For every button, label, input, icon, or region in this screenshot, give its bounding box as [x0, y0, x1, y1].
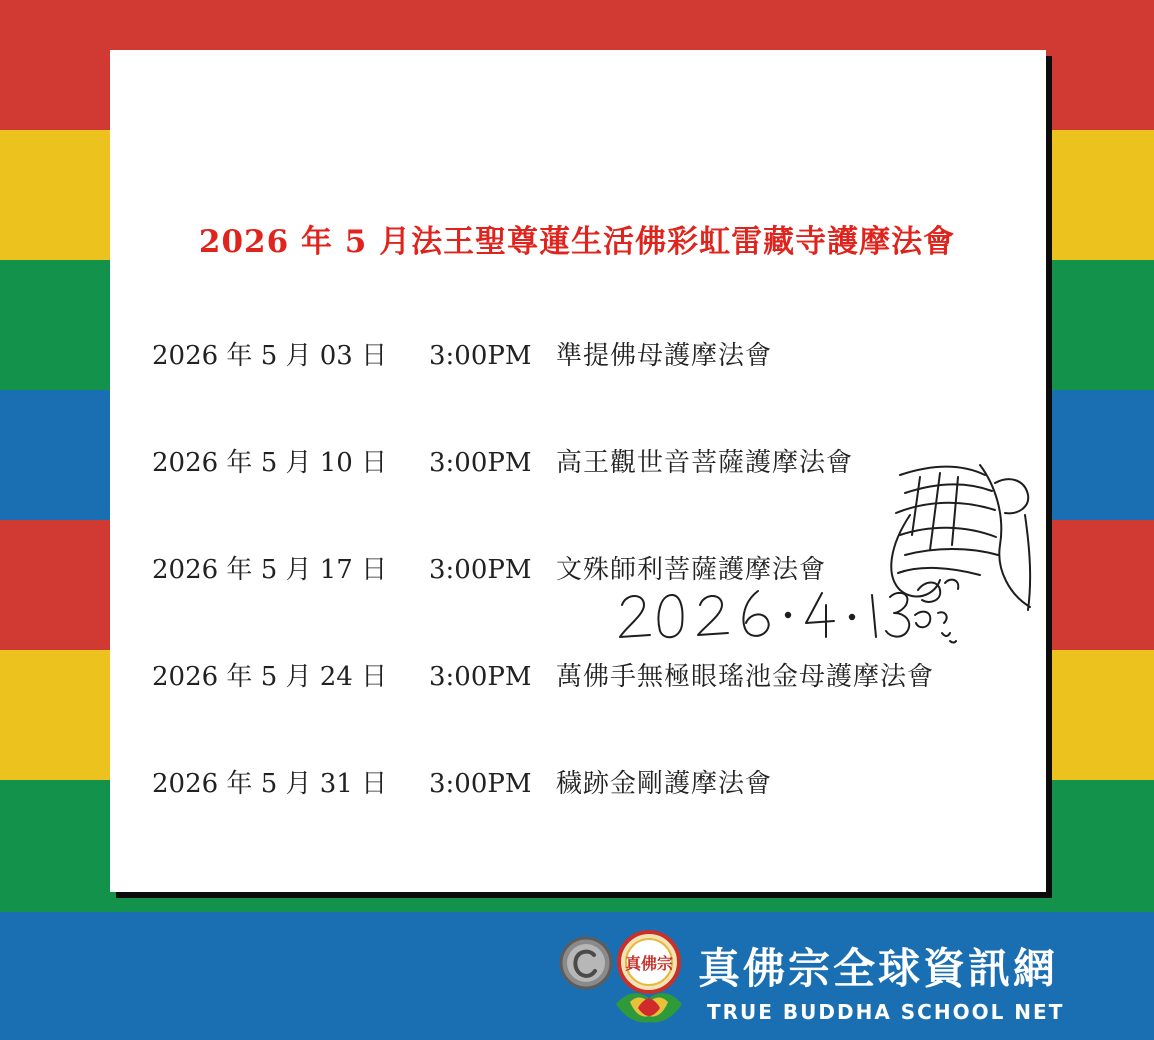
schedule-ceremony: 文殊師利菩薩護摩法會 — [556, 555, 827, 585]
schedule-date: 2026 年 5 月 03 日 — [152, 341, 388, 371]
schedule-ceremony: 穢跡金剛護摩法會 — [556, 769, 773, 799]
schedule-time: 3:00PM — [429, 448, 532, 478]
announcement-title: 2026 年 5 月法王聖尊蓮生活佛彩虹雷藏寺護摩法會 — [198, 224, 956, 260]
schedule-date: 2026 年 5 月 31 日 — [152, 769, 388, 799]
copyright-icon — [557, 934, 615, 992]
brand-name-english: TRUE BUDDHA SCHOOL NET — [707, 1000, 1065, 1024]
true-buddha-school-logo — [608, 926, 690, 1026]
handwritten-signature — [600, 455, 1040, 645]
schedule-time: 3:00PM — [429, 341, 532, 371]
schedule-date: 2026 年 5 月 24 日 — [152, 662, 388, 692]
schedule-date: 2026 年 5 月 17 日 — [152, 555, 388, 585]
schedule-ceremony: 高王觀世音菩薩護摩法會 — [556, 448, 854, 478]
schedule-ceremony: 萬佛手無極眼瑤池金母護摩法會 — [556, 662, 935, 692]
brand-name-chinese: 真佛宗全球資訊網 — [698, 944, 1059, 993]
schedule-time: 3:00PM — [429, 555, 532, 585]
schedule-ceremony: 準提佛母護摩法會 — [556, 341, 773, 371]
schedule-time: 3:00PM — [429, 769, 532, 799]
logo-text: 真佛宗 — [624, 954, 674, 973]
schedule-date: 2026 年 5 月 10 日 — [152, 448, 388, 478]
schedule-time: 3:00PM — [429, 662, 532, 692]
